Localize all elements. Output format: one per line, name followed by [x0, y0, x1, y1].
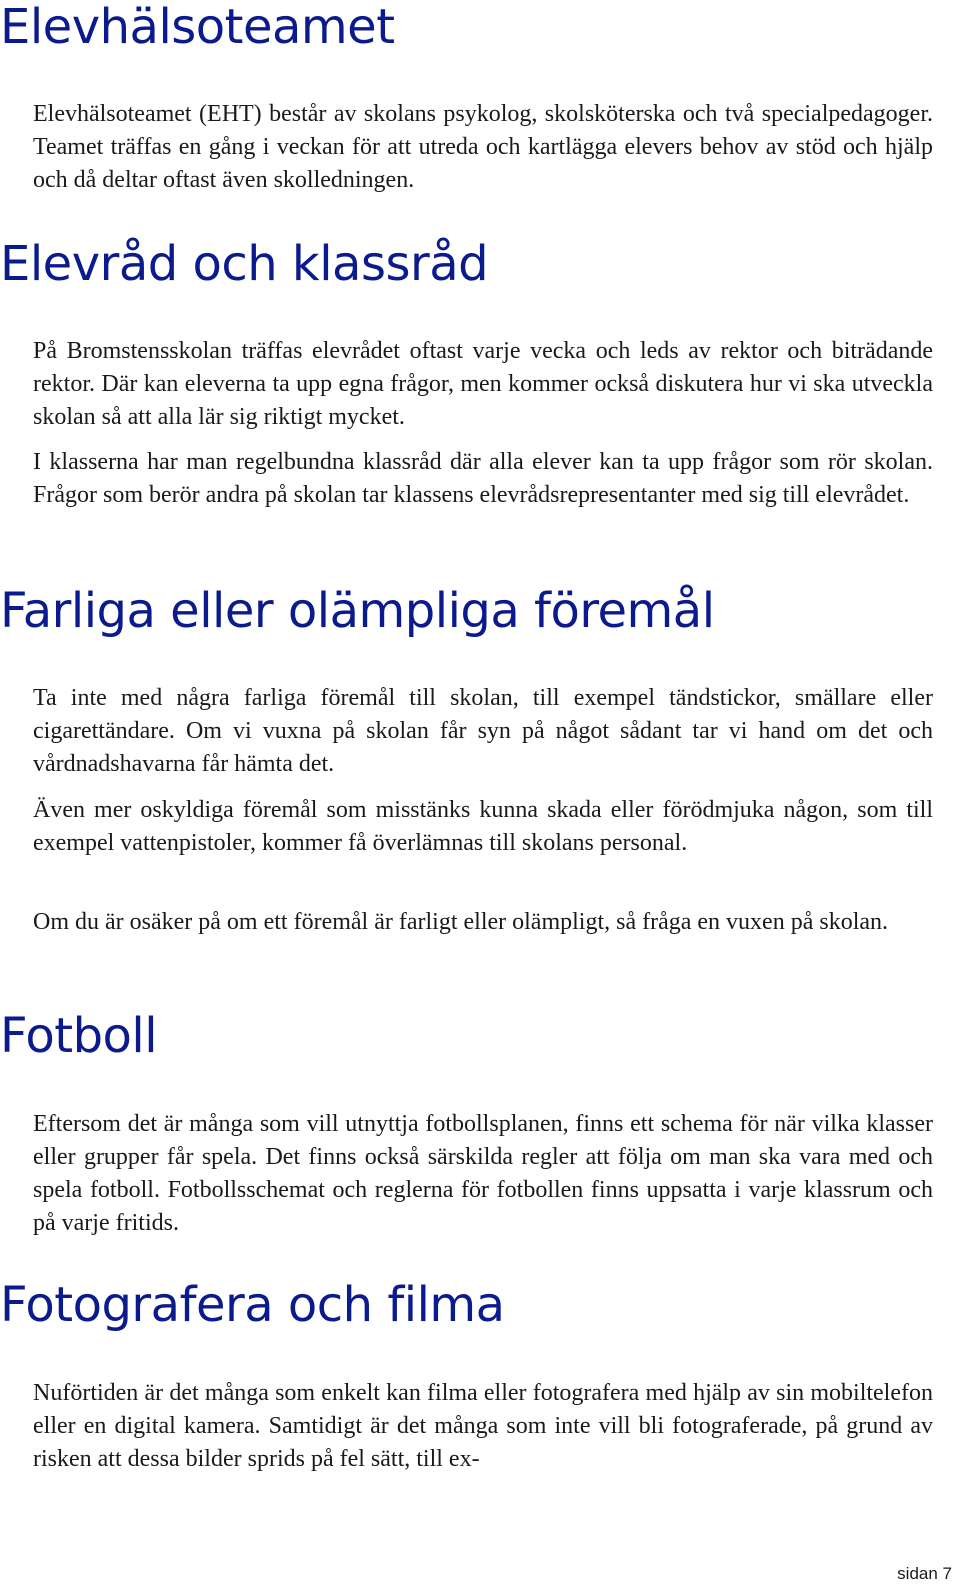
paragraph-elevrad-1: På Bromstensskolan träffas elevrådet oftast varje vecka och leds av rektor och biträdande rektor. Där kan eleverna ta upp egna frågor, men kommer också diskutera hur vi ska utveckla skolan så att alla lär sig riktigt mycket. [33, 338, 933, 430]
page-number: sidan 7 [897, 1564, 952, 1583]
heading-fotografera-och-filma: Fotografera och filma [0, 1277, 505, 1333]
paragraph-elevhalsoteamet: Elevhälsoteamet (EHT) består av skolans psykolog, skolsköterska och två specialpedagoger. Teamet träffas en gång i veckan för att utreda och kartlägga elevers behov av stöd och hjälp och då deltar oftast även skolledningen. [33, 101, 933, 193]
paragraph-farliga-foremal-2: Även mer oskyldiga föremål som misstänks kunna skada eller förödmjuka någon, som till exempel vattenpistoler, kommer få överlämnas till skolans personal. [33, 797, 933, 856]
paragraph-farliga-foremal-3: Om du är osäker på om ett föremål är farligt eller olämpligt, så fråga en vuxen på skolan. [33, 909, 889, 935]
paragraph-klassrad: I klasserna har man regelbundna klassråd där alla elever kan ta upp frågor som rör skolan. Frågor som berör andra på skolan tar klassens elevrådsrepresentanter med sig till elevrådet. [33, 449, 933, 508]
heading-farliga-foremal: Farliga eller olämpliga föremål [0, 583, 715, 639]
paragraph-fotografera: Nuförtiden är det många som enkelt kan filma eller fotografera med hjälp av sin mobiltelefon eller en digital kamera. Samtidigt är det många som inte vill bli fotograferade, på grund av risken att dessa bilder sprids på fel sätt, till ex- [33, 1380, 933, 1472]
paragraph-farliga-foremal-1: Ta inte med några farliga föremål till skolan, till exempel tändstickor, smällare eller cigarettändare. Om vi vuxna på skolan får syn på något sådant tar vi hand om det och vårdnadshavarna får hämta det. [33, 685, 933, 777]
paragraph-fotboll: Eftersom det är många som vill utnyttja fotbollsplanen, finns ett schema för när vilka klasser eller grupper får spela. Det finns också särskilda regler att följa om man ska vara med och spela fotboll. Fotbollsschemat och reglerna för fotbollen finns uppsatta i varje klassrum och på varje fritids. [33, 1111, 933, 1236]
heading-elevrad-och-klassrad: Elevråd och klassråd [0, 236, 489, 292]
heading-fotboll: Fotboll [0, 1008, 158, 1064]
heading-elevhalsoteamet: Elevhälsoteamet [0, 0, 395, 55]
